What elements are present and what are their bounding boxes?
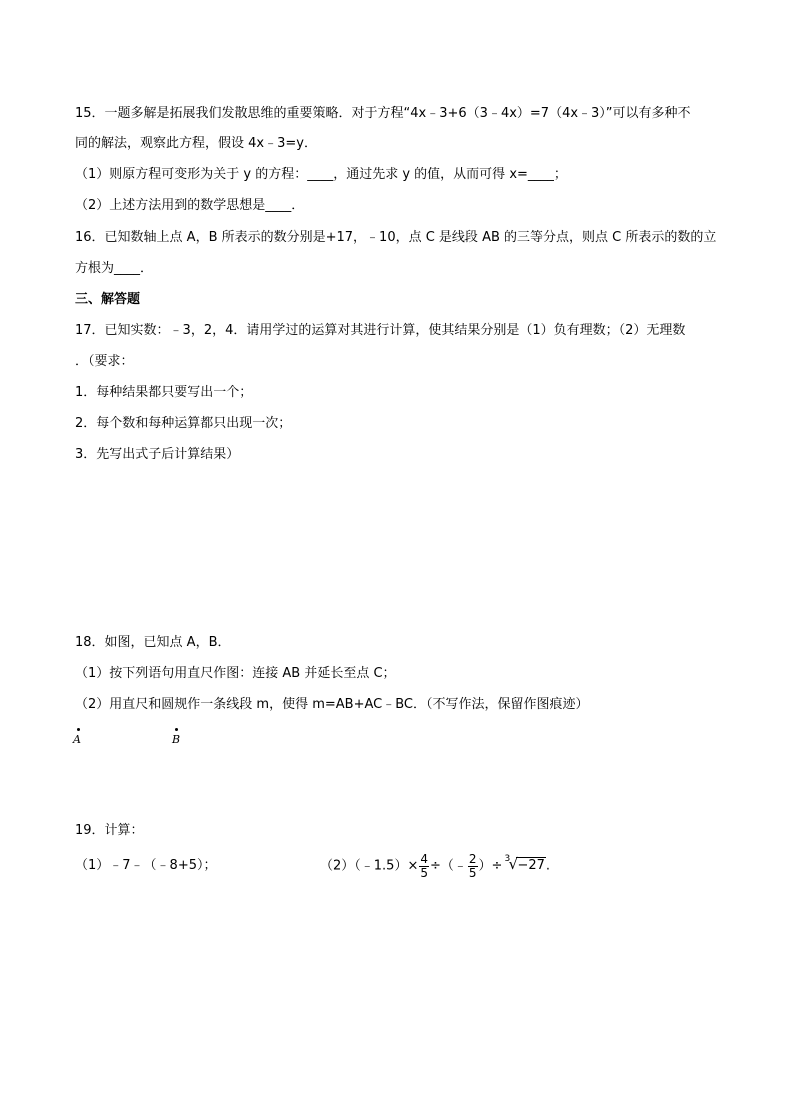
fraction-numerator: 2 [468,851,477,866]
point-a-label: A [73,733,81,746]
fraction-four-fifths [419,853,429,880]
q17-requirement-2: 2．每个数和每种运算都只出现一次； [75,416,292,431]
q19-line-1: 19．计算： [75,823,144,838]
q17-requirement-3: 3．先写出式子后计算结果） [75,447,240,462]
fraction-numerator: 4 [420,851,428,866]
q18-part-1: （1）按下列语句用直尺作图：连接 AB 并延长至点 C； [75,666,396,681]
q19-part-2-middle-1: ÷（﹣ [429,858,467,874]
fraction-denominator: 5 [420,865,428,880]
point-b-dot [175,728,178,731]
q16-line-1: 16．已知数轴上点 A，B 所表示的数分别是+17，﹣10，点 C 是线段 AB 的三等分点，则点 C 所表示的数的立 [75,230,717,245]
q19-part-2-suffix: . [545,858,551,874]
root-radicand: −27 [517,858,545,873]
q17-line-2: ．（要求： [75,354,134,369]
q19-part-2 [320,851,550,882]
fraction-denominator: 5 [468,865,477,880]
q15-part-2: （2）上述方法用到的数学思想是____． [75,198,305,213]
q15-line-1: 15．一题多解是拓展我们发散思维的重要策略．对于方程“4x﹣3+6（3﹣4x）=7（4x﹣3）”可以有多种不 [75,106,691,121]
root-index: 3 [504,854,511,864]
fraction-two-fifths [468,853,478,880]
cube-root [504,851,545,881]
q15-part-1: （1）则原方程可变形为关于 y 的方程：____，通过先求 y 的值，从而可得 x=____； [75,167,567,182]
q19-part-1: （1）﹣7﹣（﹣8+5）； [75,858,217,873]
q16-line-2: 方根为____． [75,261,154,276]
q17-requirement-1: 1．每种结果都只要写出一个； [75,385,253,400]
point-a-dot [77,728,80,731]
point-b-label: B [172,733,181,746]
q19-part-2-prefix: （2）（﹣1.5）× [320,858,419,874]
radical-sign-icon: √ [508,855,518,873]
q18-part-2: （2）用直尺和圆规作一条线段 m，使得 m=AB+AC﹣BC．（不写作法，保留作图痕迹） [75,697,589,712]
q18-line-1: 18．如图，已知点 A，B． [75,635,231,650]
section-title: 三、解答题 [75,292,141,307]
q19-part-2-middle-2: ）÷ [478,858,503,874]
q17-line-1: 17．已知实数：﹣3，2，4．请用学过的运算对其进行计算，使其结果分别是（1）负有理数；（2）无理数 [75,323,686,338]
q15-line-2: 同的解法，观察此方程，假设 4x﹣3=y． [75,136,317,151]
